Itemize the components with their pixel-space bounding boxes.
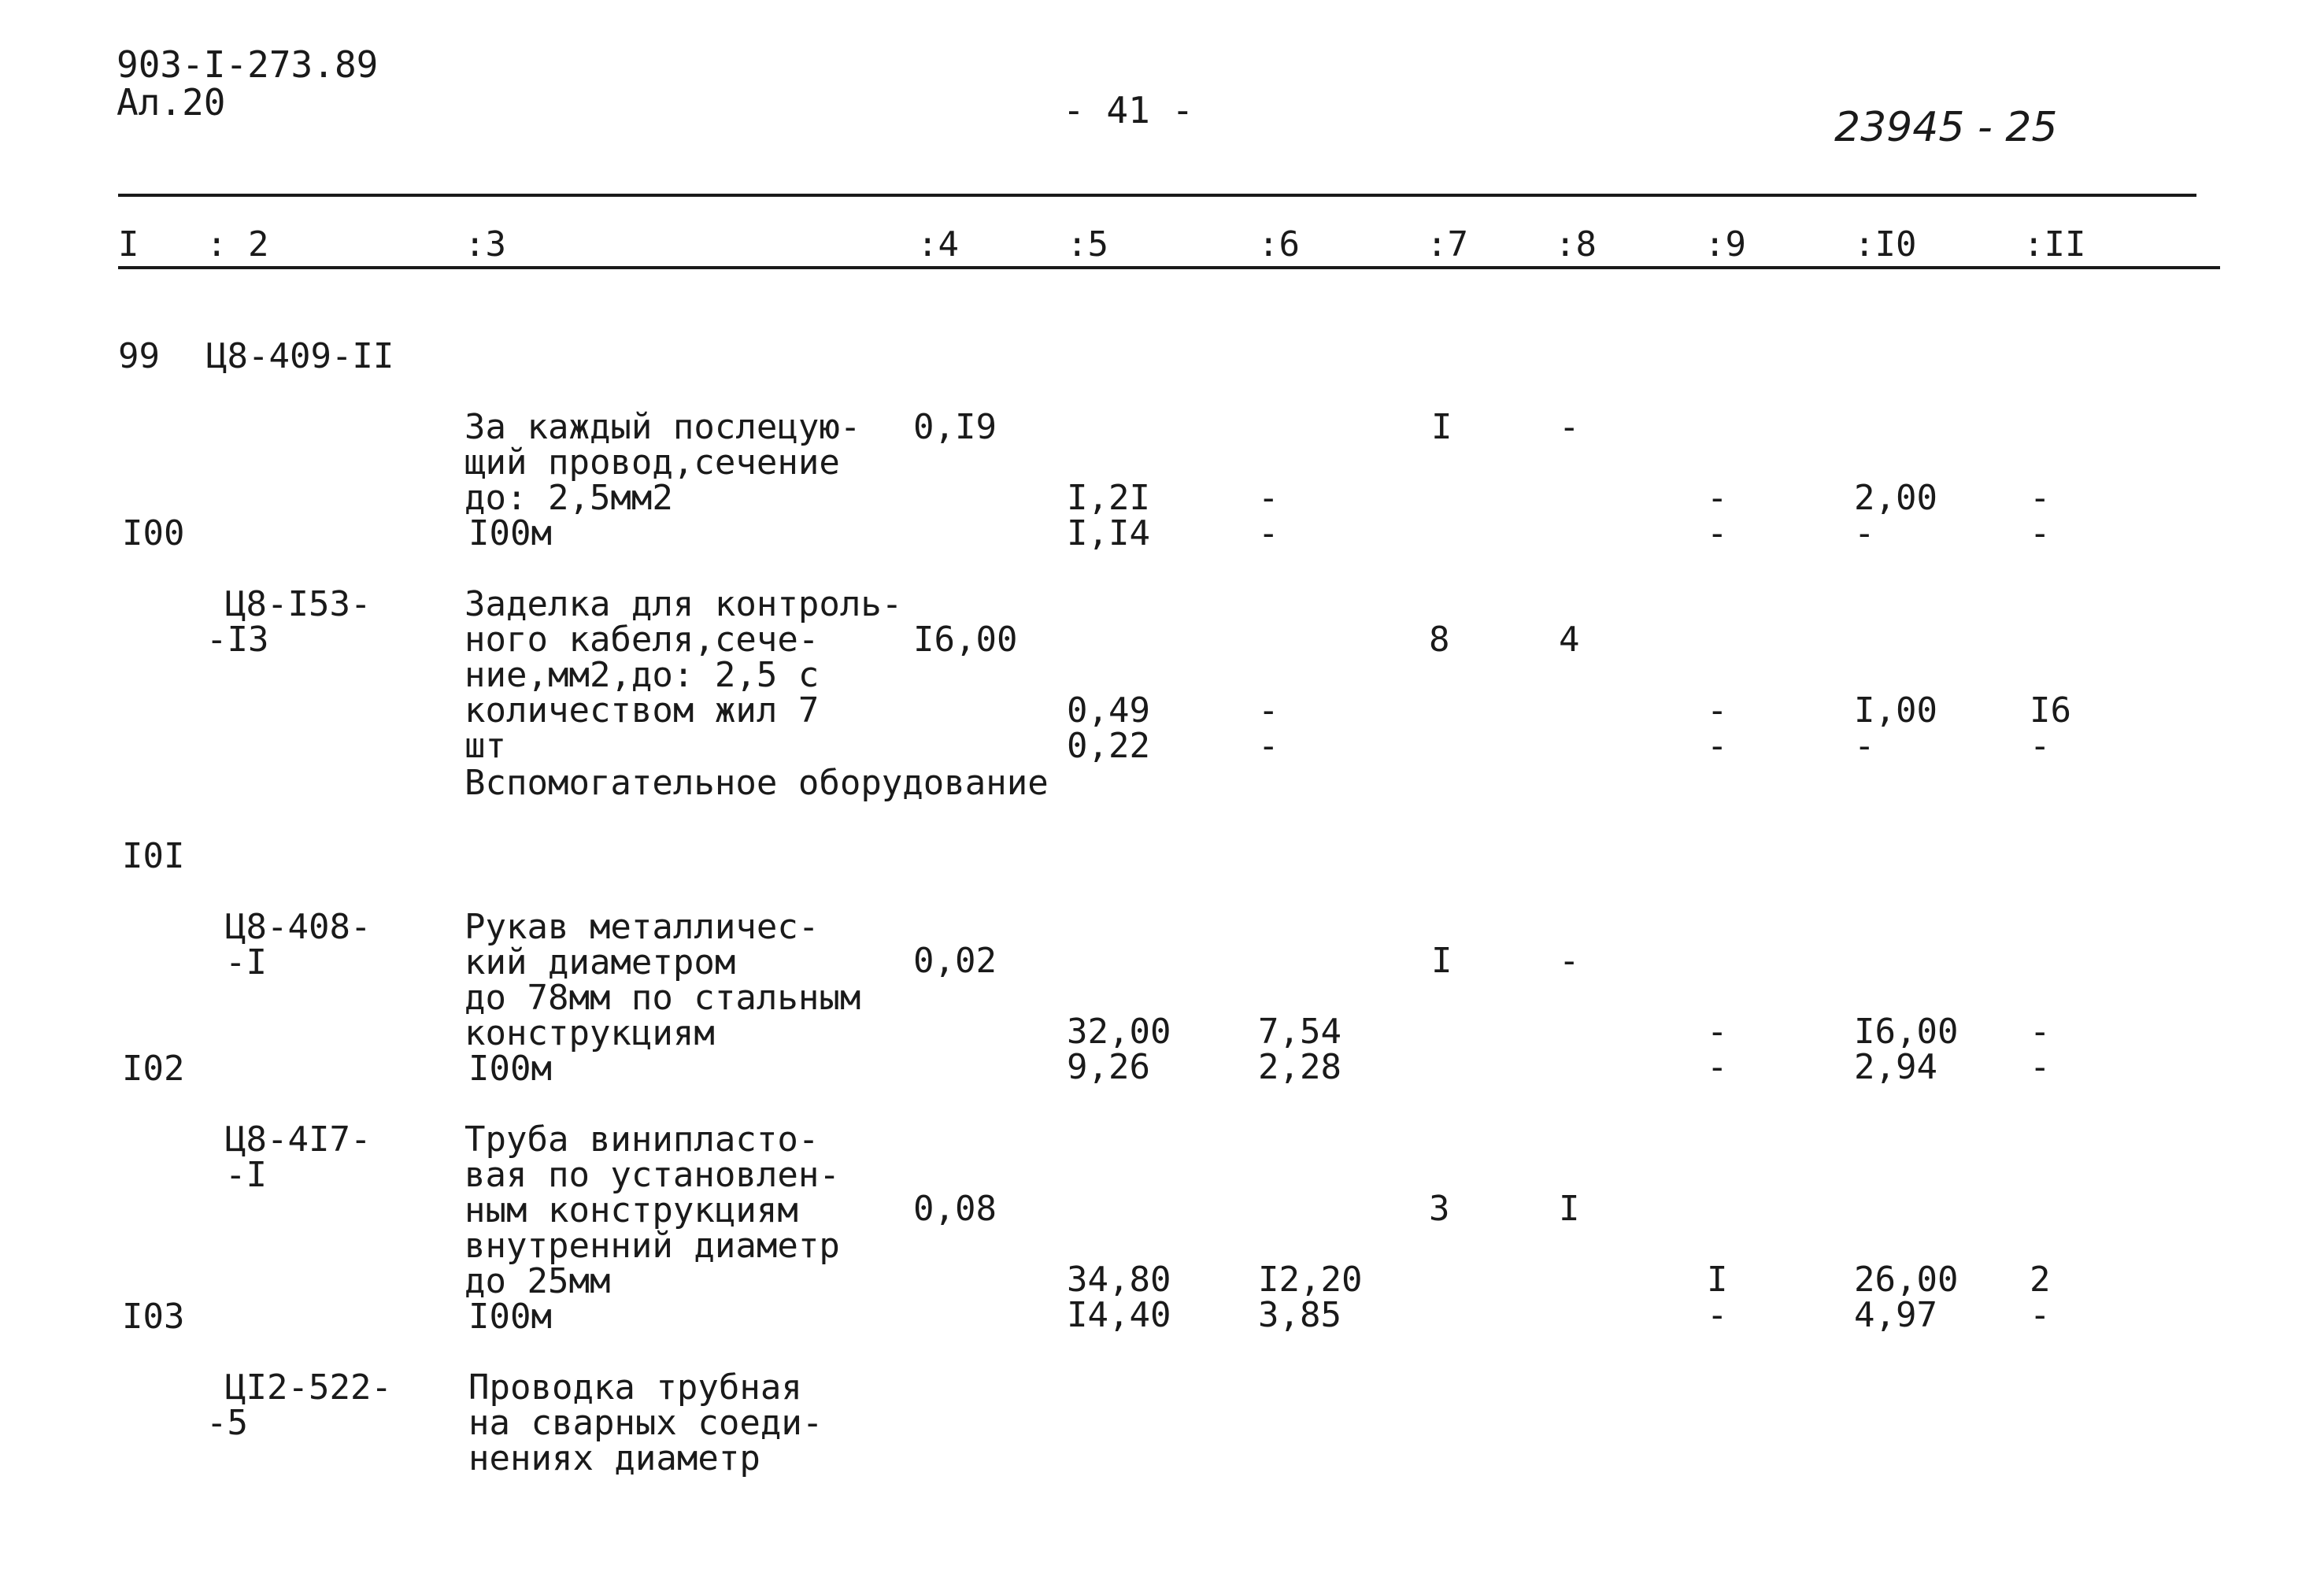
- row-description: За каждый послецую- щий провод,сечение до: 2,5мм2 I00м: [464, 407, 861, 553]
- cell-col7: I: [1431, 407, 1452, 447]
- column-header-11: :II: [2023, 224, 2086, 265]
- column-header-7: :7: [1427, 224, 1468, 265]
- row-code: ЦI2-522- -5: [206, 1367, 392, 1443]
- cell-col10: 26,00 4,97: [1854, 1260, 1959, 1335]
- header-rule: [118, 266, 2220, 269]
- cell-col4: 0,I9: [913, 407, 997, 447]
- row-code: Ц8-I53- -I3: [206, 584, 372, 660]
- column-header-1: I: [118, 224, 139, 265]
- row-code: Ц8-408- -I: [225, 907, 372, 982]
- cell-col8: I: [1559, 1189, 1580, 1229]
- column-header-3: :3: [464, 224, 506, 265]
- cell-col9: I -: [1707, 1260, 1728, 1335]
- cell-col4: 0,02: [913, 941, 997, 981]
- top-rule: [118, 194, 2196, 197]
- cell-col6: - -: [1258, 690, 1279, 766]
- cell-col9: - -: [1707, 690, 1728, 766]
- cell-col4: I6,00: [913, 620, 1018, 660]
- cell-col7: 3: [1429, 1189, 1450, 1229]
- row-number: 99: [118, 336, 160, 376]
- document-code: 903-I-273.89: [117, 43, 379, 86]
- column-header-10: :I0: [1854, 224, 1917, 265]
- row-number: I00: [122, 513, 185, 553]
- cell-col10: I6,00 2,94: [1854, 1012, 1959, 1087]
- cell-col8: 4: [1559, 620, 1580, 660]
- row-number: I0I: [122, 836, 185, 876]
- cell-col4: 0,08: [913, 1189, 997, 1229]
- column-header-2: : 2: [206, 224, 269, 265]
- cell-col6: I2,20 3,85: [1258, 1260, 1363, 1335]
- cell-col6: 7,54 2,28: [1258, 1012, 1341, 1087]
- cell-col7: 8: [1429, 620, 1450, 660]
- page-number: - 41 -: [1063, 89, 1194, 131]
- row-number: I03: [122, 1297, 185, 1337]
- column-header-5: :5: [1067, 224, 1108, 265]
- row-code: Ц8-409-II: [206, 336, 394, 376]
- cell-col8: -: [1559, 407, 1580, 447]
- column-header-8: :8: [1555, 224, 1597, 265]
- cell-col5: 32,00 9,26: [1067, 1012, 1171, 1087]
- row-description: Труба винипласто- вая по установлен- ным конструкциям внутренний диаметр до 25мм I00м: [464, 1119, 840, 1337]
- row-description: Заделка для контроль- ного кабеля,сече- ние,мм2,до: 2,5 с количеством жил 7 шт: [464, 584, 903, 766]
- cell-col5: I,2I I,I4: [1067, 478, 1150, 553]
- cell-col10: I,00 -: [1854, 690, 1937, 766]
- sheet-label: Ал.20: [117, 81, 226, 124]
- cell-col11: - -: [2030, 478, 2051, 553]
- column-header-6: :6: [1258, 224, 1300, 265]
- cell-col11: I6 -: [2030, 690, 2071, 766]
- cell-col7: I: [1431, 941, 1452, 981]
- cell-col5: 34,80 I4,40: [1067, 1260, 1171, 1335]
- row-description: Рукав металличес- кий диаметром до 78мм по стальным конструкциям I00м: [464, 907, 861, 1089]
- stamp-number: 23945 - 25: [1834, 104, 2058, 151]
- cell-col6: - -: [1258, 478, 1279, 553]
- cell-col5: 0,49 0,22: [1067, 690, 1150, 766]
- row-description: Проводка трубная на сварных соеди- нениях диаметр: [468, 1367, 823, 1478]
- column-header-9: :9: [1704, 224, 1746, 265]
- cell-col9: - -: [1707, 478, 1728, 553]
- cell-col11: - -: [2030, 1012, 2051, 1087]
- cell-col9: - -: [1707, 1012, 1728, 1087]
- row-code: Ц8-4I7- -I: [225, 1119, 372, 1195]
- cell-col10: 2,00 -: [1854, 478, 1937, 553]
- section-heading: Вспомогательное оборудование: [464, 763, 1049, 803]
- row-number: I02: [122, 1049, 185, 1089]
- cell-col11: 2 -: [2030, 1260, 2051, 1335]
- column-header-4: :4: [917, 224, 959, 265]
- cell-col8: -: [1559, 941, 1580, 981]
